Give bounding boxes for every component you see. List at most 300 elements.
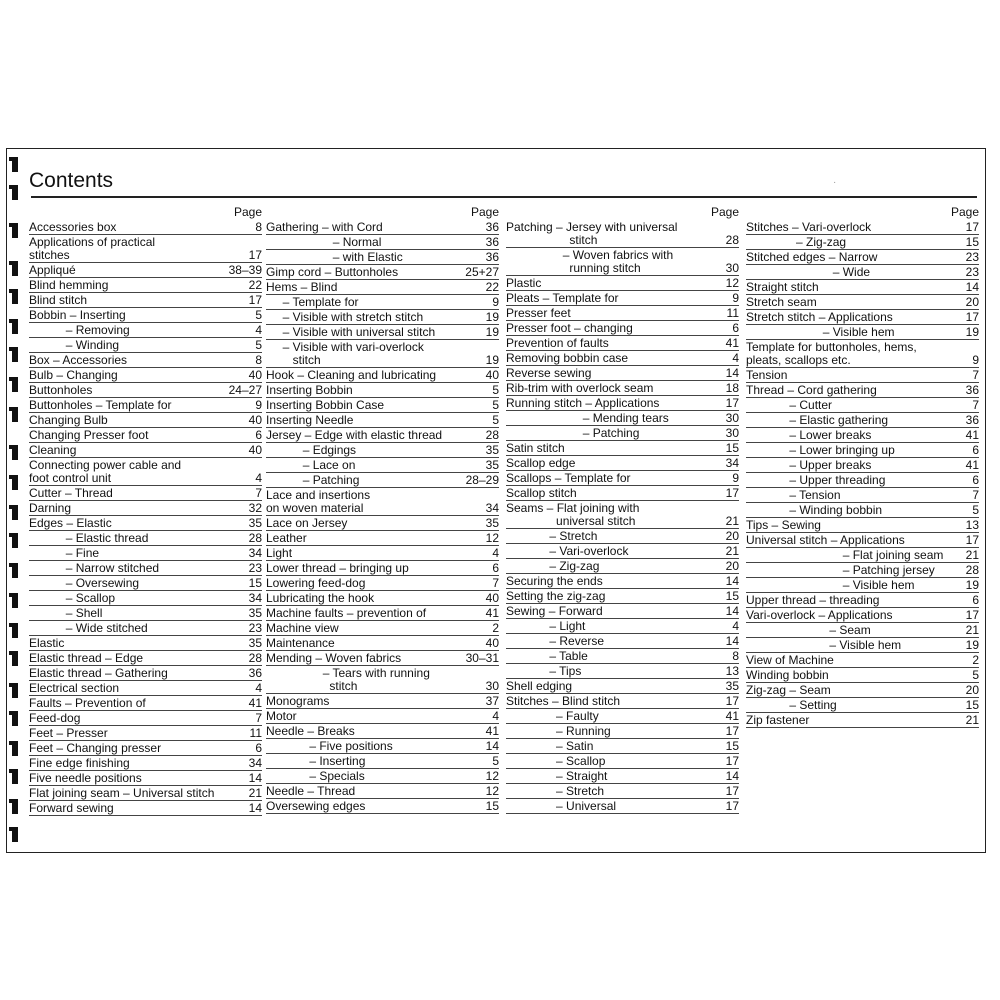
entry-label: Fine edge finishing (29, 756, 130, 770)
entry-page-number: 6 (972, 593, 979, 607)
entry-label: Stitches – Blind stitch (506, 694, 621, 708)
entry-label: Patching – Jersey with universal stitch (506, 220, 678, 247)
binding-ring (9, 533, 19, 548)
entry-page-number: 4 (732, 619, 739, 633)
entry-page-number: 17 (965, 310, 979, 324)
index-entry (29, 235, 262, 263)
entry-page-number: 4 (492, 546, 499, 560)
entry-page-number: 9 (972, 353, 979, 367)
entry-label: Lace and insertions on woven material (266, 488, 371, 515)
entry-page-number: 23 (248, 561, 262, 575)
entry-page-number: 34 (248, 756, 262, 770)
entry-label: – Shell (29, 606, 103, 620)
index-entry (506, 248, 739, 276)
entry-label: – Mending tears (506, 411, 669, 425)
binding-ring (9, 347, 19, 362)
index-entry (266, 799, 499, 814)
entry-label: Buttonholes (29, 383, 93, 397)
index-entry (266, 709, 499, 724)
index-entry (29, 681, 262, 696)
entry-page-number: 6 (732, 321, 739, 335)
binding-ring (9, 711, 19, 726)
entry-page-number: 30 (725, 411, 739, 425)
entry-page-number: 41 (725, 709, 739, 723)
index-entry (266, 458, 499, 473)
binding-ring (9, 407, 19, 422)
entry-page-number: 20 (965, 683, 979, 697)
index-entry (746, 220, 979, 235)
index-entry (746, 578, 979, 593)
index-entry (266, 413, 499, 428)
entry-page-number: 35 (485, 516, 499, 530)
spiral-binding (7, 149, 27, 852)
entry-page-number: 19 (485, 353, 499, 367)
contents-page (6, 148, 986, 853)
entry-page-number: 34 (725, 456, 739, 470)
entry-page-number: 7 (972, 398, 979, 412)
entry-page-number: 36 (485, 235, 499, 249)
index-entry (266, 488, 499, 516)
binding-ring (9, 741, 19, 756)
entry-label: Satin stitch (506, 441, 565, 455)
index-entry (266, 473, 499, 488)
index-entry (266, 591, 499, 606)
entry-label: Vari-overlock – Applications (746, 608, 893, 622)
entry-page-number: 5 (492, 413, 499, 427)
entry-page-number: 15 (725, 739, 739, 753)
index-entry (29, 606, 262, 621)
index-entry (29, 220, 262, 235)
index-entry (29, 338, 262, 353)
entry-label: – Light (506, 619, 586, 633)
entry-label: Elastic thread – Gathering (29, 666, 168, 680)
entry-label: Bobbin – Inserting (29, 308, 126, 322)
entry-page-number: 36 (965, 413, 979, 427)
entry-page-number: 17 (725, 694, 739, 708)
entry-page-number: 34 (248, 546, 262, 560)
index-entry (506, 619, 739, 634)
entry-label: Lower thread – bringing up (266, 561, 409, 575)
index-entry (506, 799, 739, 814)
entry-label: – Satin (506, 739, 594, 753)
entry-page-number: 11 (726, 306, 739, 320)
entry-page-number: 12 (725, 276, 739, 290)
entry-label: – Zig-zag (506, 559, 600, 573)
entry-page-number: 5 (972, 503, 979, 517)
entry-page-number: 35 (485, 443, 499, 457)
entry-page-number: 21 (965, 548, 979, 562)
entry-label: Inserting Bobbin (266, 383, 353, 397)
entry-label: Rib-trim with overlock seam (506, 381, 654, 395)
entry-page-number: 9 (732, 471, 739, 485)
entry-page-number: 9 (492, 295, 499, 309)
index-entry (29, 561, 262, 576)
entry-label: Tips – Sewing (746, 518, 821, 532)
entry-page-number: 41 (725, 336, 739, 350)
entry-page-number: 34 (485, 501, 499, 515)
entry-page-number: 28 (965, 563, 979, 577)
entry-page-number: 8 (732, 649, 739, 663)
entry-label: – Specials (266, 769, 365, 783)
entry-label: Seams – Flat joining with universal stitch (506, 501, 640, 528)
entry-page-number: 21 (248, 786, 262, 800)
index-entry (266, 694, 499, 709)
entry-page-number: 14 (485, 739, 499, 753)
entry-label: – Woven fabrics with running stitch (562, 248, 674, 275)
entry-label: Plastic (506, 276, 542, 290)
entry-page-number: 7 (255, 486, 262, 500)
index-entry (506, 411, 739, 426)
index-entry (266, 546, 499, 561)
index-entry (29, 576, 262, 591)
entry-label: Flat joining seam – Universal stitch (29, 786, 215, 800)
entry-page-number: 14 (725, 769, 739, 783)
entry-page-number: 25+27 (465, 265, 499, 279)
entry-label: Stitched edges – Narrow (746, 250, 878, 264)
index-entry (506, 574, 739, 589)
index-entry (29, 666, 262, 681)
entry-page-number: 21 (725, 514, 739, 528)
index-entry (506, 709, 739, 724)
index-entry (506, 396, 739, 411)
entry-page-number: 17 (965, 220, 979, 234)
index-entry (266, 295, 499, 310)
entry-label: Stitches – Vari-overlock (746, 220, 872, 234)
entry-label: – Table (506, 649, 588, 663)
binding-ring (9, 319, 19, 334)
index-entry (746, 398, 979, 413)
index-entry (266, 340, 499, 368)
entry-label: Universal stitch – Applications (746, 533, 905, 547)
entry-label: Pleats – Template for (506, 291, 619, 305)
entry-label: Box – Accessories (29, 353, 128, 367)
entry-page-number: 12 (485, 784, 499, 798)
binding-ring (9, 827, 19, 842)
index-entry (746, 295, 979, 310)
entry-label: Changing Bulb (29, 413, 108, 427)
entry-label: – Universal (506, 799, 617, 813)
entry-label: – Oversewing (29, 576, 140, 590)
entry-label: Machine faults – prevention of (266, 606, 427, 620)
entry-page-number: 30–31 (465, 651, 499, 665)
index-entry (29, 591, 262, 606)
index-entry (746, 473, 979, 488)
binding-ring (9, 475, 19, 490)
entry-label: – Upper threading (746, 473, 886, 487)
entry-page-number: 28 (485, 428, 499, 442)
entry-label: Machine view (266, 621, 339, 635)
entry-page-number: 21 (965, 623, 979, 637)
entry-label: Prevention of faults (506, 336, 609, 350)
entry-label: Maintenance (266, 636, 335, 650)
entry-label: Faults – Prevention of (29, 696, 146, 710)
title-rule (31, 196, 977, 198)
index-entry (746, 608, 979, 623)
index-entry (29, 353, 262, 368)
index-entry (746, 503, 979, 518)
entry-page-number: 6 (492, 561, 499, 575)
index-entry (506, 739, 739, 754)
entry-page-number: 15 (965, 698, 979, 712)
binding-ring (9, 185, 19, 200)
entry-label: – Narrow stitched (29, 561, 160, 575)
entry-page-number: 40 (485, 368, 499, 382)
entry-page-number: 5 (492, 754, 499, 768)
entry-label: Removing bobbin case (506, 351, 629, 365)
index-entry (266, 651, 499, 666)
entry-page-number: 5 (492, 398, 499, 412)
entry-label: Feet – Changing presser (29, 741, 162, 755)
entry-page-number: 20 (725, 559, 739, 573)
entry-page-number: 12 (485, 531, 499, 545)
entry-page-number: 23 (965, 250, 979, 264)
entry-page-number: 21 (965, 713, 979, 727)
entry-label: Leather (266, 531, 307, 545)
entry-label: Mending – Woven fabrics (266, 651, 402, 665)
entry-label: Scallop edge (506, 456, 576, 470)
entry-label: – Scallop (29, 591, 116, 605)
entry-page-number: 40 (248, 413, 262, 427)
entry-label: Five needle positions (29, 771, 142, 785)
binding-ring (9, 683, 19, 698)
entry-page-number: 8 (255, 220, 262, 234)
entry-label: Upper thread – threading (746, 593, 880, 607)
entry-label: Presser foot – changing (506, 321, 633, 335)
index-entry (29, 443, 262, 458)
index-entry (506, 604, 739, 619)
index-entry (29, 428, 262, 443)
index-entry (29, 501, 262, 516)
entry-label: Edges – Elastic (29, 516, 112, 530)
index-entry (29, 786, 262, 801)
entry-label: – Wide (746, 265, 871, 279)
entry-label: Setting the zig-zag (506, 589, 606, 603)
entry-label: – Fine (29, 546, 100, 560)
entry-page-number: 41 (965, 458, 979, 472)
entry-page-number: 8 (255, 353, 262, 367)
entry-label: – Lower bringing up (746, 443, 895, 457)
entry-label: Bulb – Changing (29, 368, 118, 382)
index-entry (746, 698, 979, 713)
entry-page-number: 41 (248, 696, 262, 710)
index-entry (506, 664, 739, 679)
entry-page-number: 30 (725, 426, 739, 440)
entry-label: Securing the ends (506, 574, 603, 588)
entry-page-number: 32 (248, 501, 262, 515)
index-entry (29, 516, 262, 531)
entry-page-number: 34 (248, 591, 262, 605)
index-entry (746, 443, 979, 458)
index-entry (266, 265, 499, 280)
index-entry (29, 458, 262, 486)
entry-label: Accessories box (29, 220, 117, 234)
index-entry (29, 726, 262, 741)
index-entry (266, 784, 499, 799)
page-column-heading: Page (950, 205, 979, 219)
entry-label: Oversewing edges (266, 799, 366, 813)
index-entry (506, 456, 739, 471)
entry-label: – Straight (506, 769, 608, 783)
index-entry (29, 546, 262, 561)
entry-label: Shell edging (506, 679, 573, 693)
entry-page-number: 15 (725, 589, 739, 603)
entry-page-number: 28–29 (465, 473, 499, 487)
index-entry (506, 351, 739, 366)
entry-page-number: 14 (725, 604, 739, 618)
index-entry (29, 413, 262, 428)
index-entry (266, 443, 499, 458)
index-entry (29, 771, 262, 786)
entry-label: Electrical section (29, 681, 120, 695)
entry-label: – Patching (266, 473, 360, 487)
entry-page-number: 40 (248, 368, 262, 382)
entry-label: – Tips (506, 664, 582, 678)
index-entry (746, 653, 979, 668)
entry-page-number: 36 (485, 250, 499, 264)
entry-label: – Lower breaks (746, 428, 872, 442)
entry-label: – Winding (29, 338, 120, 352)
entry-label: – Normal (266, 235, 382, 249)
index-entry (506, 724, 739, 739)
entry-label: – Edgings (266, 443, 357, 457)
index-entry (506, 769, 739, 784)
entry-page-number: 15 (485, 799, 499, 813)
entry-page-number: 40 (248, 443, 262, 457)
index-entry (266, 383, 499, 398)
entry-page-number: 5 (255, 338, 262, 352)
index-entry (29, 621, 262, 636)
entry-page-number: 17 (965, 533, 979, 547)
entry-label: Gathering – with Cord (266, 220, 383, 234)
entry-page-number: 14 (725, 574, 739, 588)
entry-label: Inserting Needle (266, 413, 354, 427)
binding-ring (9, 377, 19, 392)
entry-label: Monograms (266, 694, 330, 708)
entry-page-number: 2 (972, 653, 979, 667)
index-entry (746, 340, 979, 368)
index-entry (29, 323, 262, 338)
entry-page-number: 41 (965, 428, 979, 442)
index-entry (746, 518, 979, 533)
entry-label: Appliqué (29, 263, 76, 277)
index-entry (266, 280, 499, 295)
index-entry (266, 739, 499, 754)
index-entry (29, 398, 262, 413)
entry-page-number: 9 (732, 291, 739, 305)
index-entry (266, 561, 499, 576)
entry-page-number: 12 (485, 769, 499, 783)
index-entry (506, 501, 739, 529)
entry-label: Tension (746, 368, 788, 382)
entry-label: Jersey – Edge with elastic thread (266, 428, 443, 442)
index-entry (506, 634, 739, 649)
index-entry (746, 683, 979, 698)
index-entry (506, 291, 739, 306)
entry-page-number: 17 (725, 754, 739, 768)
entry-label: Straight stitch (746, 280, 819, 294)
index-entry (746, 235, 979, 250)
entry-label: – Scallop (506, 754, 606, 768)
index-entry (29, 756, 262, 771)
entry-page-number: 15 (248, 576, 262, 590)
entry-label: – Visible with stretch stitch (266, 310, 424, 324)
entry-page-number: 22 (485, 280, 499, 294)
entry-page-number: 15 (725, 441, 739, 455)
entry-label: Hems – Blind (266, 280, 338, 294)
entry-page-number: 28 (725, 233, 739, 247)
entry-page-number: 22 (248, 278, 262, 292)
entry-page-number: 35 (248, 606, 262, 620)
index-entry (746, 325, 979, 340)
entry-page-number: 11 (249, 726, 262, 740)
index-entry (29, 741, 262, 756)
entry-page-number: 36 (248, 666, 262, 680)
entry-label: Elastic thread – Edge (29, 651, 144, 665)
index-entry (746, 533, 979, 548)
index-entry (746, 713, 979, 728)
entry-label: Blind stitch (29, 293, 88, 307)
entry-page-number: 35 (485, 458, 499, 472)
index-entry (746, 638, 979, 653)
index-entry (506, 679, 739, 694)
entry-page-number: 4 (492, 709, 499, 723)
entry-page-number: 40 (485, 591, 499, 605)
page-column-heading: Page (470, 205, 499, 219)
index-entry (746, 458, 979, 473)
index-entry (266, 531, 499, 546)
index-entry (506, 321, 739, 336)
entry-page-number: 36 (485, 220, 499, 234)
index-entry (29, 651, 262, 666)
entry-label: – Stretch (506, 529, 598, 543)
index-entry (266, 325, 499, 340)
entry-page-number: 19 (485, 325, 499, 339)
entry-page-number: 19 (965, 638, 979, 652)
index-entry (266, 220, 499, 235)
binding-ring (9, 651, 19, 666)
binding-ring (9, 445, 19, 460)
index-entry (266, 724, 499, 739)
entry-label: – Inserting (266, 754, 366, 768)
entry-page-number: 6 (972, 473, 979, 487)
entry-label: – Elastic gathering (746, 413, 889, 427)
entry-page-number: 19 (965, 578, 979, 592)
entry-label: – Upper breaks (746, 458, 872, 472)
index-entry (506, 559, 739, 574)
entry-page-number: 38–39 (228, 263, 262, 277)
entry-label: – Running (506, 724, 611, 738)
binding-ring (9, 769, 19, 784)
index-entry (266, 769, 499, 784)
index-entry (746, 548, 979, 563)
binding-ring (9, 563, 19, 578)
entry-label: Connecting power cable and foot control unit (29, 458, 182, 485)
index-entry (746, 428, 979, 443)
index-entry (506, 276, 739, 291)
index-entry (266, 250, 499, 265)
index-entry (29, 801, 262, 816)
entry-page-number: 5 (255, 308, 262, 322)
entry-label: Presser feet (506, 306, 571, 320)
entry-page-number: 7 (255, 711, 262, 725)
entry-label: – Visible hem (746, 578, 915, 592)
entry-page-number: 9 (255, 398, 262, 412)
page-title: Contents (29, 169, 114, 192)
entry-label: Elastic (29, 636, 65, 650)
entry-page-number: 4 (255, 323, 262, 337)
entry-page-number: 5 (492, 383, 499, 397)
entry-label: – Vari-overlock (506, 544, 629, 558)
